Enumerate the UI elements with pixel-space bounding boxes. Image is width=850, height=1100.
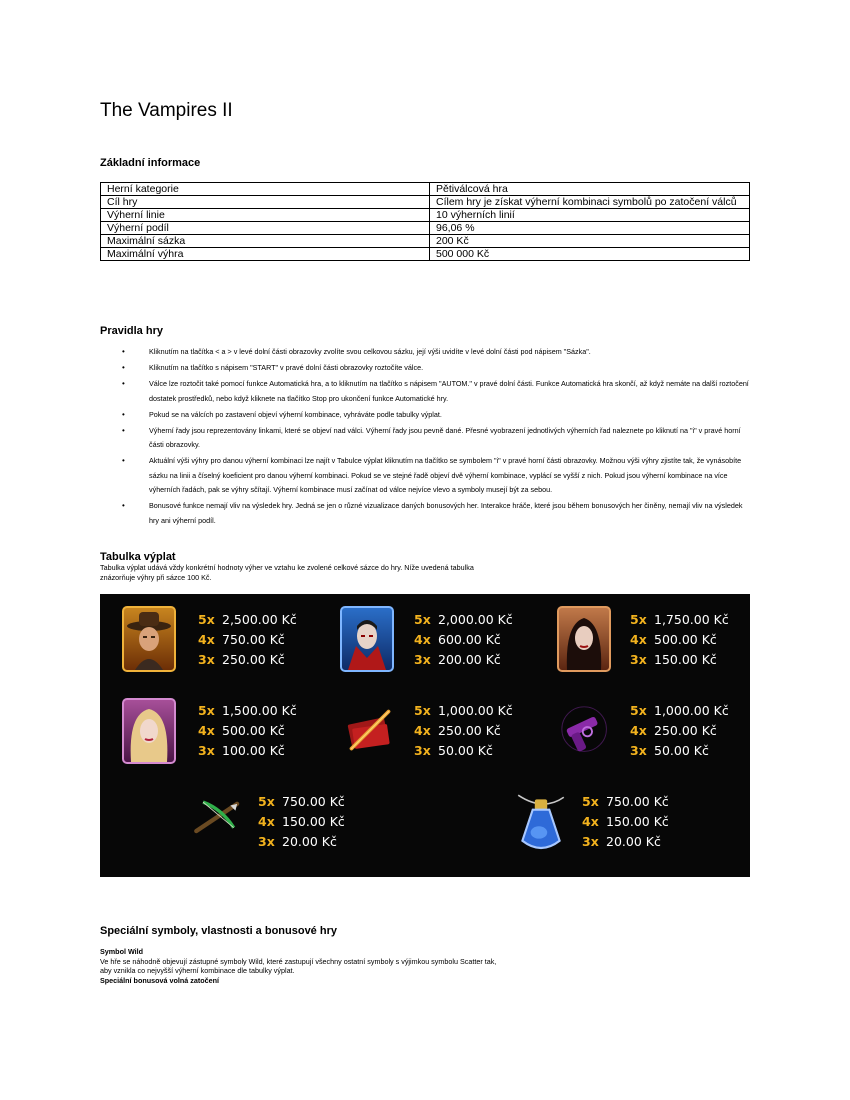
paytable-image — [100, 594, 750, 877]
payout-value: 600.00 Kč — [438, 632, 501, 647]
payout-row — [630, 650, 729, 670]
payout-row — [582, 792, 669, 812]
payout-row — [414, 721, 513, 741]
payout-value: 250.00 Kč — [222, 652, 285, 667]
payout-row — [258, 832, 345, 852]
free-spins-title — [100, 976, 219, 986]
payout-row — [198, 630, 297, 650]
list-item: • Bonusové funkce nemají vliv na výsledek hry. Jedná se jen o různé vizualizace daných bonusových her. Interakce hráče, které jsou během bonusových her činěny, nemají vliv na výsledek hry ani výherní podíl. — [100, 499, 750, 528]
payout-list — [258, 792, 345, 852]
payout-row — [198, 610, 297, 630]
payout-value: 20.00 Kč — [606, 834, 661, 849]
payout-multiplier: 4x — [414, 723, 431, 738]
pistol-icon — [560, 704, 612, 756]
payout-multiplier: 5x — [630, 612, 647, 627]
payout-multiplier: 4x — [630, 632, 647, 647]
payout-multiplier: 3x — [582, 834, 599, 849]
table-cell-value: 10 výherních linií — [430, 209, 750, 222]
payout-row — [198, 701, 297, 721]
payout-value: 20.00 Kč — [282, 834, 337, 849]
payout-value: 150.00 Kč — [606, 814, 669, 829]
book-stake-icon — [342, 706, 398, 756]
payout-multiplier: 5x — [258, 794, 275, 809]
table-cell-value: 200 Kč — [430, 235, 750, 248]
payout-row — [630, 701, 729, 721]
payout-value: 750.00 Kč — [222, 632, 285, 647]
payout-row — [414, 610, 513, 630]
payout-multiplier: 5x — [414, 612, 431, 627]
payout-row — [198, 650, 297, 670]
payout-row — [198, 721, 297, 741]
dracula-icon — [340, 606, 394, 672]
payout-row — [630, 741, 729, 761]
rules-list — [100, 345, 750, 530]
table-row — [101, 196, 750, 209]
payout-row — [414, 701, 513, 721]
payout-multiplier: 3x — [630, 652, 647, 667]
table-cell-label: Výherní podíl — [101, 222, 430, 235]
payout-multiplier: 3x — [414, 652, 431, 667]
paytable-description-line2: znázorňuje výhry při sázce 100 Kč. — [100, 573, 212, 582]
payout-list — [198, 701, 297, 761]
payout-multiplier: 3x — [258, 834, 275, 849]
payout-multiplier: 3x — [198, 652, 215, 667]
payout-row — [258, 792, 345, 812]
crossbow-icon — [185, 797, 245, 843]
table-row — [101, 209, 750, 222]
payout-list — [414, 610, 513, 670]
payout-value: 50.00 Kč — [654, 743, 709, 758]
payout-value: 1,000.00 Kč — [654, 703, 729, 718]
table-cell-value: 96,06 % — [430, 222, 750, 235]
payout-value: 50.00 Kč — [438, 743, 493, 758]
list-item: • Pokud se na válcích po zastavení objeví výherní kombinace, vyhráváte podle tabulky výplat. — [100, 408, 750, 423]
payout-value: 750.00 Kč — [606, 794, 669, 809]
free-spins-title-text: Speciální bonusová volná zatočení — [100, 975, 220, 985]
payout-row — [258, 812, 345, 832]
payout-value: 150.00 Kč — [282, 814, 345, 829]
payout-value: 1,500.00 Kč — [222, 703, 297, 718]
table-cell-label: Maximální sázka — [101, 235, 430, 248]
payout-row — [414, 741, 513, 761]
payout-multiplier: 5x — [414, 703, 431, 718]
table-cell-label: Cíl hry — [101, 196, 430, 209]
payout-value: 100.00 Kč — [222, 743, 285, 758]
payout-multiplier: 5x — [198, 612, 215, 627]
payout-value: 1,750.00 Kč — [654, 612, 729, 627]
vampire-woman-icon — [557, 606, 611, 672]
payout-multiplier: 4x — [198, 632, 215, 647]
payout-value: 1,000.00 Kč — [438, 703, 513, 718]
payout-row — [630, 721, 729, 741]
payout-value: 500.00 Kč — [654, 632, 717, 647]
payout-row — [582, 832, 669, 852]
payout-value: 500.00 Kč — [222, 723, 285, 738]
table-cell-label: Maximální výhra — [101, 248, 430, 261]
paytable-heading: Tabulka výplat — [100, 551, 176, 563]
table-cell-value: Cílem hry je získat výherní kombinaci symbolů po zatočení válců — [430, 196, 750, 209]
special-heading: Speciální symboly, vlastnosti a bonusové hry — [100, 925, 337, 937]
payout-row — [630, 610, 729, 630]
payout-value: 2,000.00 Kč — [438, 612, 513, 627]
page-title: The Vampires II — [100, 100, 233, 121]
hunter-icon — [122, 606, 176, 672]
payout-list — [582, 792, 669, 852]
payout-value: 750.00 Kč — [282, 794, 345, 809]
payout-multiplier: 5x — [630, 703, 647, 718]
basic-info-table — [100, 182, 750, 261]
list-item: • Aktuální výši výhry pro danou výherní kombinaci lze najít v Tabulce výplat kliknutím na tlačítko se symbolem "i" v pravé horní části obrazovky. Možnou výši výhry zjistíte tak, že vynásobíte sázku na linii a číselný koeficient pro danou výherní kombinaci. Pokud se ve stejné řadě objeví dvě výherní kombinace, vyplácí se vyšší z nich. Pokud jsou výherní kombinace na více výherních řadách, pak se výhry sčítají. Výherní kombinace musí začínat od válce nejvíce vlevo a symboly musejí být za sebou. — [100, 454, 750, 498]
payout-row — [582, 812, 669, 832]
paytable-description-line1: Tabulka výplat udává vždy konkrétní hodnoty výher ve vztahu ke zvolené celkové sázce do hry. Níže uvedená tabulka — [100, 563, 474, 572]
payout-multiplier: 4x — [630, 723, 647, 738]
blonde-woman-icon — [122, 698, 176, 764]
list-item: • Kliknutím na tlačítko s nápisem "START" v pravé dolní části obrazovky roztočíte válce. — [100, 361, 750, 376]
wild-text-line2: aby vznikla co nejvyšší výherní kombinace dle tabulky výplat. — [100, 966, 295, 975]
payout-list — [198, 610, 297, 670]
payout-value: 200.00 Kč — [438, 652, 501, 667]
table-cell-value: 500 000 Kč — [430, 248, 750, 261]
payout-list — [414, 701, 513, 761]
basic-info-heading: Základní informace — [100, 157, 201, 169]
payout-multiplier: 4x — [582, 814, 599, 829]
payout-multiplier: 3x — [630, 743, 647, 758]
table-cell-label: Herní kategorie — [101, 183, 430, 196]
payout-multiplier: 5x — [582, 794, 599, 809]
list-item: • Kliknutím na tlačítka < a > v levé dolní části obrazovky zvolíte svou celkovou sázku, její výši uvidíte v levé dolní části pod nápisem "Sázka". — [100, 345, 750, 360]
list-item: • Výherní řady jsou reprezentovány linkami, které se objeví nad válci. Výherní řady jsou pevně dané. Přesné vyobrazení jednotlivých výherních řad naleznete po kliknutí na "i" v pravé horní části obrazovky. — [100, 424, 750, 453]
wild-title — [100, 947, 143, 957]
table-row — [101, 222, 750, 235]
payout-list — [630, 701, 729, 761]
payout-row — [414, 630, 513, 650]
payout-multiplier: 4x — [258, 814, 275, 829]
payout-row — [198, 741, 297, 761]
payout-list — [630, 610, 729, 670]
payout-multiplier: 4x — [198, 723, 215, 738]
payout-value: 250.00 Kč — [438, 723, 501, 738]
potion-icon — [512, 788, 570, 850]
table-row — [101, 235, 750, 248]
table-cell-value: Pětiválcová hra — [430, 183, 750, 196]
payout-multiplier: 3x — [414, 743, 431, 758]
wild-title-text: Symbol Wild — [100, 947, 144, 956]
payout-value: 2,500.00 Kč — [222, 612, 297, 627]
payout-row — [630, 630, 729, 650]
table-row — [101, 248, 750, 261]
wild-text-line1: Ve hře se náhodně objevují zástupné symboly Wild, které zastupují všechny ostatní symboly s výjimkou symbolu Scatter tak, — [100, 956, 497, 966]
list-item: • Válce lze roztočit také pomocí funkce Automatická hra, a to kliknutím na tlačítko s nápisem "AUTOM." v pravé dolní části. Funkce Automatická hra skončí, až když nemáte na další roztočení dostatek prostředků, nebo když kliknete na tlačítko Stop pro ukončení funkce Automatické hry. — [100, 377, 750, 406]
payout-value: 150.00 Kč — [654, 652, 717, 667]
payout-row — [414, 650, 513, 670]
table-cell-label: Výherní linie — [101, 209, 430, 222]
table-row — [101, 183, 750, 196]
payout-value: 250.00 Kč — [654, 723, 717, 738]
rules-heading: Pravidla hry — [100, 325, 163, 337]
payout-multiplier: 3x — [198, 743, 215, 758]
payout-multiplier: 4x — [414, 632, 431, 647]
payout-multiplier: 5x — [198, 703, 215, 718]
